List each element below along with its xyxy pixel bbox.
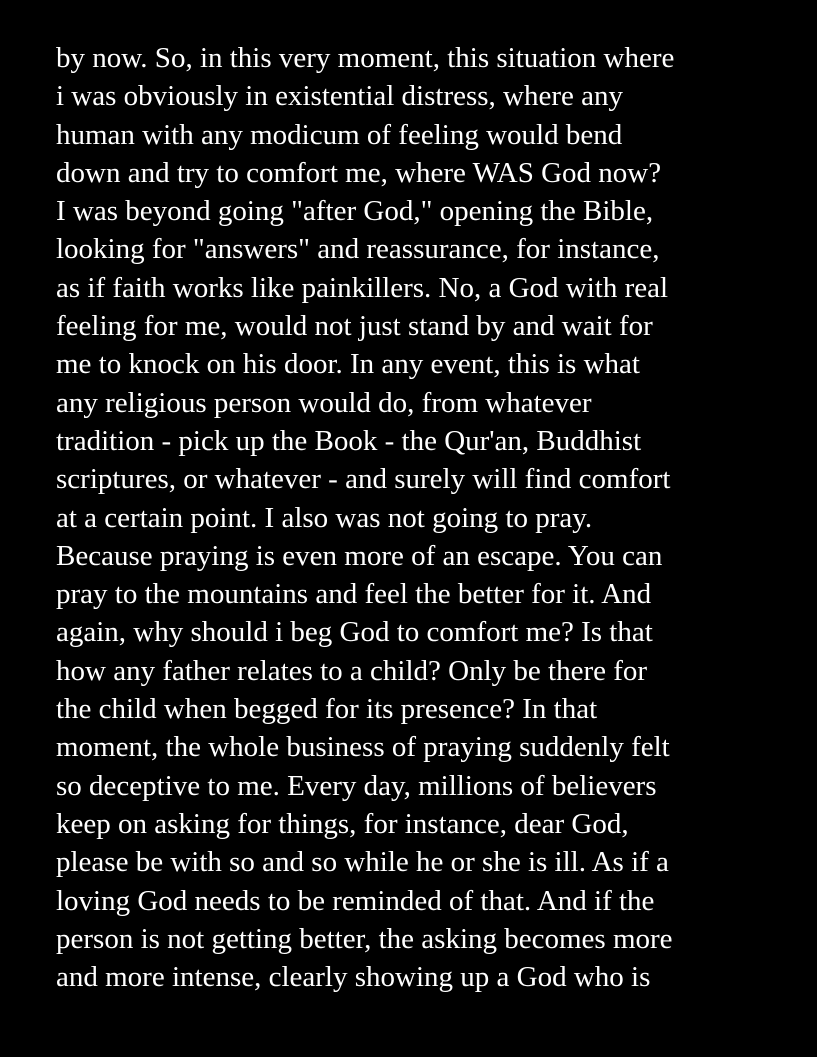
text-line: Because praying is even more of an escape. You can bbox=[56, 539, 663, 572]
text-line: down and try to comfort me, where WAS God now? bbox=[56, 156, 662, 189]
text-line: so deceptive to me. Every day, millions of believers bbox=[56, 769, 657, 802]
text-line: pray to the mountains and feel the better for it. And bbox=[56, 578, 652, 611]
text-line: looking for "answers" and reassurance, for instance, bbox=[56, 233, 660, 266]
text-line: any religious person would do, from whatever bbox=[56, 386, 592, 419]
text-line: feeling for me, would not just stand by and wait for bbox=[56, 310, 653, 343]
text-line: at a certain point. I also was not going to pray. bbox=[56, 501, 593, 534]
text-line: scriptures, or whatever - and surely will find comfort bbox=[56, 463, 671, 496]
text-line: and more intense, clearly showing up a God who is bbox=[56, 961, 651, 994]
text-line: moment, the whole business of praying suddenly felt bbox=[56, 731, 670, 764]
text-line: again, why should i beg God to comfort me? Is that bbox=[56, 616, 653, 649]
text-line: human with any modicum of feeling would bend bbox=[56, 118, 623, 151]
text-line: loving God needs to be reminded of that. And if the bbox=[56, 884, 655, 917]
text-line: please be with so and so while he or she is ill. As if a bbox=[56, 846, 669, 879]
body-text bbox=[56, 39, 796, 996]
text-line: keep on asking for things, for instance, dear God, bbox=[56, 807, 629, 840]
text-line: the child when begged for its presence? In that bbox=[56, 693, 598, 726]
text-line: me to knock on his door. In any event, this is what bbox=[56, 348, 640, 381]
text-line: as if faith works like painkillers. No, a God with real bbox=[56, 271, 669, 304]
text-line: person is not getting better, the asking becomes more bbox=[56, 922, 673, 955]
text-line: i was obviously in existential distress, where any bbox=[56, 80, 624, 113]
text-line: I was beyond going "after God," opening the Bible, bbox=[56, 195, 654, 228]
text-line: how any father relates to a child? Only be there for bbox=[56, 654, 648, 687]
text-line: by now. So, in this very moment, this situation where bbox=[56, 42, 675, 74]
text-line: tradition - pick up the Book - the Qur'an, Buddhist bbox=[56, 424, 642, 457]
